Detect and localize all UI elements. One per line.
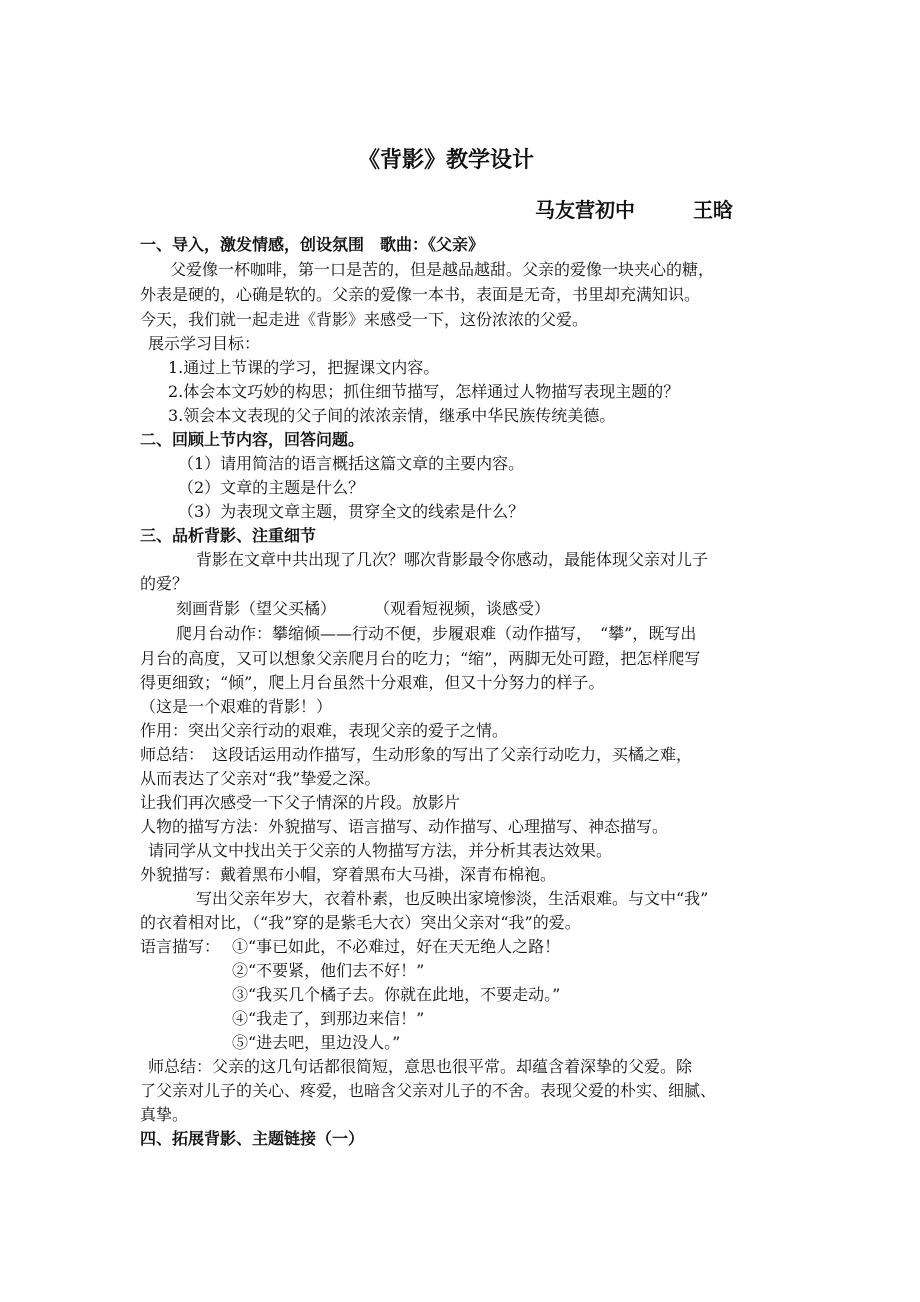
climb-line-3: 得更细致；“倾”，爬上月台虽然十分艰难，但又十分努力的样子。 (140, 673, 605, 692)
feel-again-line: 让我们再次感受一下父子情深的片段。放影片 (140, 793, 461, 812)
goal-2: 2.体会本文巧妙的构思；抓住细节描写，怎样通过人物描写表现主题的？ (168, 382, 680, 401)
methods-line: 人物的描写方法：外貌描写、语言描写、动作描写、心理描写、神态描写。 (140, 817, 669, 836)
speech-5: ⑤“进去吧，里边没人。” (232, 1033, 401, 1052)
speech-2: ②“不要紧，他们去不好！” (232, 961, 425, 980)
section-1-heading (140, 233, 484, 257)
carve-text: 刻画背影（望父买橘） (176, 599, 337, 618)
summary-1-line-1: 师总结： 这段话运用动作描写，生动形象的写出了父亲行动吃力，买橘之难， (140, 745, 693, 764)
section-1-song: 歌曲：《父亲》 (380, 235, 485, 254)
watch-text: （观看短视频，谈感受） (374, 599, 551, 618)
ask-line: 请同学从文中找出关于父亲的人物描写方法，并分析其表达效果。 (148, 841, 613, 860)
section-1-title: 一、导入，激发情感，创设氛围 (140, 235, 365, 254)
intro-line-1: 父爱像一杯咖啡，第一口是苦的，但是越品越甜。父亲的爱像一块夹心的糖， (170, 260, 715, 279)
author-school: 马友营初中 (535, 198, 635, 222)
summary-1-line-2: 从而表达了父亲对“我”挚爱之深。 (140, 769, 381, 788)
back-question-line-1: 背影在文章中共出现了几次？哪次背影最令你感动，最能体现父亲对儿子 (196, 550, 709, 569)
intro-line-3: 今天，我们就一起走进《背影》来感受一下，这份浓浓的父爱。 (140, 310, 589, 329)
summary-2-line-2: 了父亲对儿子的关心、疼爱，也暗含父亲对儿子的不舍。表现父爱的朴实、细腻、 (140, 1081, 717, 1100)
appearance-line: 外貌描写：戴着黑布小帽，穿着黑布大马褂，深青布棉袍。 (140, 865, 557, 884)
goal-1: 1.通过上节课的学习，把握课文内容。 (168, 358, 440, 377)
summary-2-line-3: 真挚。 (140, 1105, 189, 1124)
question-3: （3）为表现文章主题，贯穿全文的线索是什么？ (178, 502, 525, 521)
appearance-analysis-line-2: 的衣着相对比，（“我”穿的是紫毛大衣）突出父亲对“我”的爱。 (140, 913, 581, 932)
hard-back-note: （这是一个艰难的背影！） (140, 697, 333, 716)
goals-label: 展示学习目标： (148, 334, 261, 353)
speech-1: ①“事已如此，不必难过，好在天无绝人之路！ (232, 937, 561, 956)
section-4-heading: 四、拓展背影、主题链接（一） (140, 1129, 365, 1148)
carve-line (176, 597, 550, 621)
speech-label: 语言描写： (140, 937, 221, 956)
author-line (535, 196, 733, 224)
back-question-line-2: 的爱？ (140, 574, 189, 593)
speech-3: ③“我买几个橘子去。你就在此地，不要走动。” (232, 985, 561, 1004)
appearance-analysis-line-1: 写出父亲年岁大，衣着朴素，也反映出家境惨淡，生活艰难。与文中“我” (196, 889, 709, 908)
speech-4: ④“我走了，到那边来信！” (232, 1009, 425, 1028)
question-1: （1）请用简洁的语言概括这篇文章的主要内容。 (178, 454, 525, 473)
effect-line: 作用：突出父亲行动的艰难，表现父亲的爱子之情。 (140, 721, 509, 740)
author-name: 王晗 (693, 198, 733, 222)
climb-line-1: 爬月台动作：攀缩倾——行动不便，步履艰难（动作描写， “攀”，既写出 (176, 624, 697, 643)
section-2-heading: 二、回顾上节内容，回答问题。 (140, 430, 365, 449)
climb-line-2: 月台的高度，又可以想象父亲爬月台的吃力；“缩”，两脚无处可蹬，把怎样爬写 (140, 649, 701, 668)
doc-title: 《背影》教学设计 (358, 148, 535, 173)
goal-3: 3.领会本文表现的父子间的浓浓亲情，继承中华民族传统美德。 (168, 406, 616, 425)
section-3-heading: 三、品析背影、注重细节 (140, 526, 317, 545)
intro-line-2: 外表是硬的，心确是软的。父亲的爱像一本书，表面是无奇，书里却充满知识。 (140, 285, 701, 304)
question-2: （2）文章的主题是什么？ (178, 478, 365, 497)
summary-2-line-1: 师总结：父亲的这几句话都很简短，意思也很平常。却蕴含着深挚的父爱。除 (148, 1057, 693, 1076)
